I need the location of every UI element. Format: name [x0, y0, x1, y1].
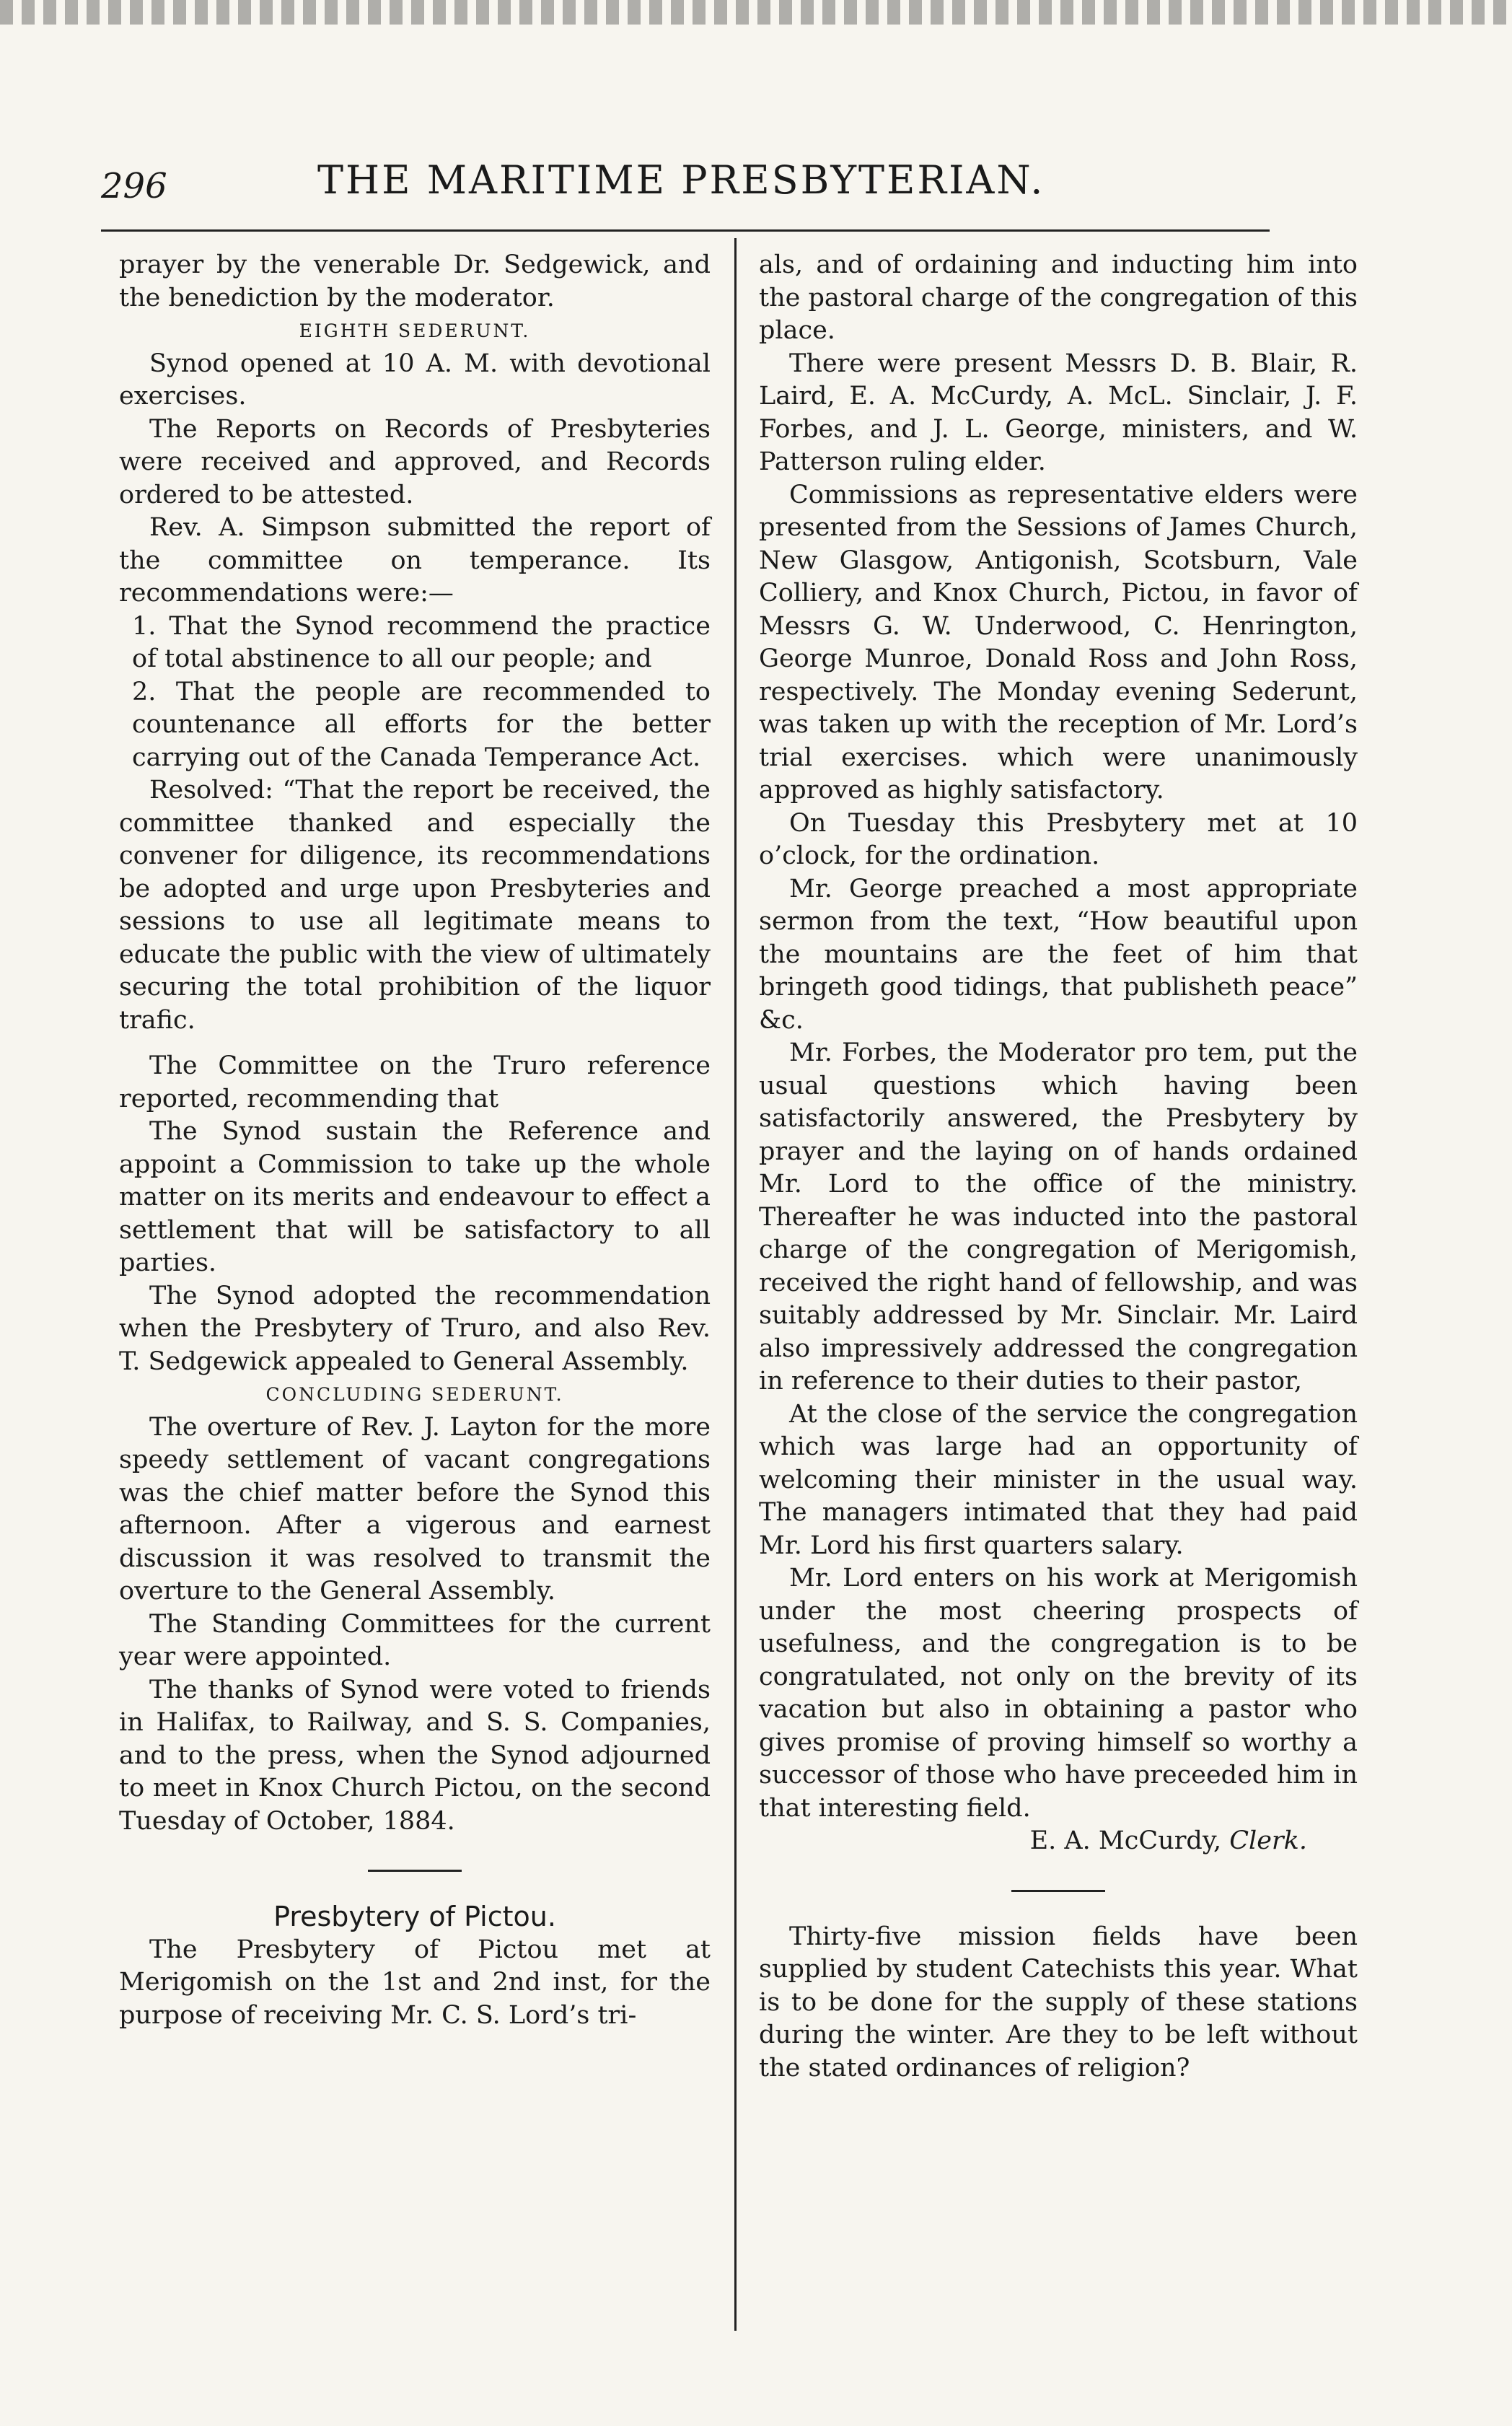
commissions-paragraph: Commissions as representative elders were presented from the Sessions of James Church, New Glasgow, Antigonish, Scotsburn, Vale Colliery, and Knox Church, Pictou, in favor of Messrs G. W. Underwood, C. Henrington, George Munroe, Donald Ross and John Ross, respectively. The Monday evening Sederunt, was taken up with the reception of Mr. Lord’s trial exercises. which were unanimously approved as highly satisfactory. — [759, 480, 1358, 805]
presbytery-heading: Presbytery of Pictou. — [273, 1901, 556, 1932]
close-of-service-paragraph: At the close of the service the congregation which was large had an opportunity of welcoming their minister in the usual way. The managers intimated that they had paid Mr. Lord his first quarters salary. — [759, 1399, 1358, 1560]
running-title: THE MARITIME PRESBYTERIAN. — [317, 157, 1045, 203]
overture-paragraph: The overture of Rev. J. Layton for the more speedy settlement of vacant congregations was the chief matter before the Synod this afternoon. After a vigerous and earnest discussion it was resolved to transmit the overture to the General Assembly. — [119, 1412, 711, 1606]
column-rule — [734, 238, 737, 2331]
synod-opened-paragraph: Synod opened at 10 A. M. with devotional exercises. — [119, 349, 711, 411]
present-paragraph: There were present Messrs D. B. Blair, R. Laird, E. A. McCurdy, A. McL. Sinclair, J. F. Forbes, and J. L. George, ministers, and W. Patterson ruling elder. — [759, 349, 1358, 476]
signature-name: E. A. McCurdy, — [1029, 1826, 1222, 1855]
adopted-paragraph: The Synod adopted the recommendation when the Presbytery of Truro, and also Rev. T. Sedgewick appealed to General Assembly. — [119, 1281, 711, 1376]
tuesday-paragraph: On Tuesday this Presbytery met at 10 o’clock, for the ordination. — [759, 808, 1358, 870]
section-divider — [368, 1870, 462, 1872]
eighth-sederunt-heading: EIGHTH SEDERUNT. — [299, 320, 531, 341]
presbytery-paragraph: The Presbytery of Pictou met at Merigomish on the 1st and 2nd inst, for the purpose of receiving Mr. C. S. Lord’s tri- — [119, 1935, 711, 2030]
sustain-paragraph: The Synod sustain the Reference and appoint a Commission to take up the whole matter on its merits and endeavour to effect a settlement that will be satisfactory to all parties. — [119, 1117, 711, 1277]
clerk-signature — [759, 1825, 1358, 1858]
header-rule — [101, 229, 1270, 232]
mission-fields-paragraph: Thirty-five mission fields have been supplied by student Catechists this year. What is to be done for the supply of these stations during the winter. Are they to be left without the stated ordinances of religion? — [759, 1922, 1358, 2083]
left-column — [119, 249, 711, 2032]
thanks-paragraph: The thanks of Synod were voted to friends in Halifax, to Railway, and S. S. Companies, and to the press, when the Synod adjourned to meet in Knox Church Pictou, on the second Tuesday of October, 1884. — [119, 1675, 711, 1836]
resolved-paragraph: Resolved: “That the report be received, the committee thanked and especially the convener for diligence, its recommendations be adopted and urge upon Presbyteries and sessions to use all legitimate means to educate the public with the view of ultimately securing the total prohibition of the liquor trafic. — [119, 776, 711, 1035]
signature-role: Clerk. — [1229, 1826, 1307, 1855]
standing-committees-paragraph: The Standing Committees for the current year were appointed. — [119, 1609, 711, 1671]
concluding-sederunt-heading: CONCLUDING SEDERUNT. — [265, 1384, 564, 1405]
committee-paragraph: The Committee on the Truro reference reported, recommending that — [119, 1051, 711, 1113]
recommendation-1: 1. That the Synod recommend the practice of total abstinence to all our people; and — [132, 611, 711, 673]
right-column — [759, 249, 1358, 2085]
page-number: 296 — [101, 166, 167, 206]
opening-paragraph: prayer by the venerable Dr. Sedgewick, and the benediction by the moderator. — [119, 250, 711, 312]
george-sermon-paragraph: Mr. George preached a most appropriate sermon from the text, “How beautiful upon the mountains are the feet of him that bringeth good tidings, that publisheth peace” &c. — [759, 874, 1358, 1035]
page-header — [101, 144, 1270, 216]
lord-paragraph: Mr. Lord enters on his work at Merigomish under the most cheering prospects of usefulness, and the congregation is to be congratulated, not only on the brevity of its vacation but also in obtaining a pastor who gives promise of proving himself so worthy a successor of those who have preceeded him in that interesting field. — [759, 1564, 1358, 1823]
section-divider-right — [1011, 1890, 1105, 1892]
forbes-paragraph: Mr. Forbes, the Moderator pro tem, put the usual questions which having been satisfactorily answered, the Presbytery by prayer and the laying on of hands ordained Mr. Lord to the office of the ministry. Thereafter he was inducted into the pastoral charge of the congregation of Merigomish, received the right hand of fellowship, and was suitably addressed by Mr. Sinclair. Mr. Laird also impressively addressed the congregation in reference to their duties to their pastor, — [759, 1038, 1358, 1396]
recommendation-2: 2. That the people are recommended to countenance all efforts for the better carrying out of the Canada Temperance Act. — [132, 677, 711, 772]
continuation-paragraph: als, and of ordaining and inducting him into the pastoral charge of the congregation of this place. — [759, 250, 1358, 345]
scan-edge-artifact — [0, 0, 1512, 25]
reports-paragraph: The Reports on Records of Presbyteries were received and approved, and Records ordered to be attested. — [119, 414, 711, 509]
simpson-paragraph: Rev. A. Simpson submitted the report of the committee on temperance. Its recommendations were:— — [119, 513, 711, 608]
